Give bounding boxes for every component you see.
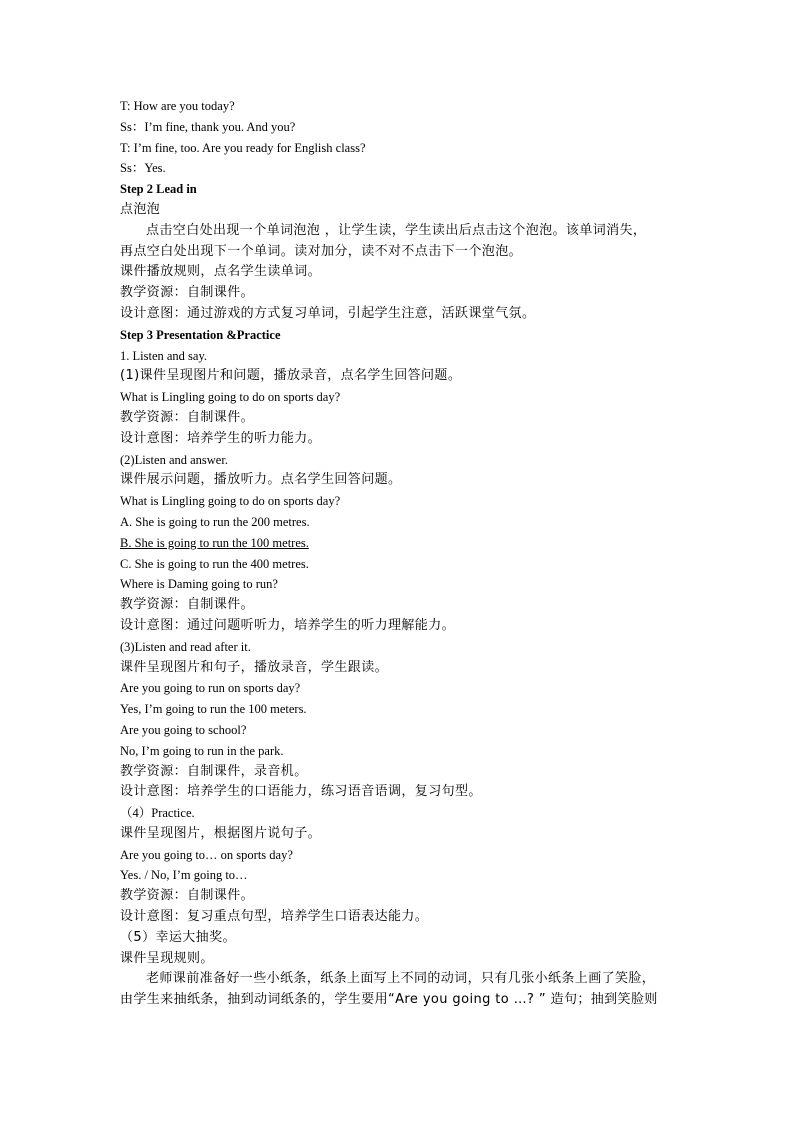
dialogue-students-reply: Ss：I’m fine, thank you. And you? [120,119,296,134]
instruction-text: 课件展示问题，播放听力。点名学生回答问题。 [120,472,402,488]
question-text: What is Lingling going to do on sports day? [120,390,341,405]
document-page [120,96,700,1011]
dialogue-teacher-greeting: T: How are you today? [120,99,235,113]
sub-step-5: （5）幸运大抽奖。 [120,929,236,945]
design-intent-text: 设计意图：培养学生的口语能力，练习语音语调，复习句型。 [120,784,482,800]
sub-step-1: (1)课件呈现图片和问题，播放录音，点名学生回答问题。 [120,368,462,384]
option-c: C. She is going to run the 400 metres. [120,556,309,571]
sentence-text: Are you going to run on sports day? [120,681,301,696]
sentence-text: Yes, I’m going to run the 100 meters. [120,702,307,717]
sub-step-2: (2)Listen and answer. [120,452,228,467]
design-intent-text: 设计意图：培养学生的听力能力。 [120,430,322,446]
sentence-text: Are you going to school? [120,722,247,737]
step-2-heading: Step 2 Lead in [120,182,197,197]
sub-step-3: (3)Listen and read after it. [120,639,251,654]
instruction-text: 课件呈现图片和句子，播放录音，学生跟读。 [120,659,389,675]
activity-title: 点泡泡 [120,201,161,217]
question-text: Where is Daming going to run? [120,577,278,592]
design-intent-text: 设计意图：通过问题听听力，培养学生的听力理解能力。 [120,617,456,633]
rule-text: 课件呈现规则。 [120,950,214,966]
instruction-text: 课件呈现图片，根据图片说句子。 [120,825,322,841]
resource-text: 教学资源：自制课件。 [120,285,255,301]
lottery-description-2: 由学生来抽纸条，抽到动词纸条的，学生要用“Are you going to …? ” 造句；抽到笑脸则 [120,992,658,1008]
sentence-pattern: Yes. / No, I’m going to… [120,868,248,883]
option-b-correct: B. She is going to run the 100 metres. [120,535,309,550]
resource-text: 教学资源：自制课件，录音机。 [120,763,308,779]
sentence-pattern: Are you going to… on sports day? [120,847,293,862]
resource-text: 教学资源：自制课件。 [120,409,255,425]
step-3-heading: Step 3 Presentation &Practice [120,327,281,342]
resource-text: 教学资源：自制课件。 [120,597,255,613]
rule-text: 课件播放规则，点名学生读单词。 [120,264,322,280]
design-intent-text: 设计意图：通过游戏的方式复习单词，引起学生注意，活跃课堂气氛。 [120,305,536,321]
dialogue-students-yes: Ss：Yes. [120,161,166,176]
activity-description-1: 点击空白处出现一个单词泡泡 ，让学生读，学生读出后点击这个泡泡。该单词消失， [146,222,647,238]
option-a: A. She is going to run the 200 metres. [120,514,310,529]
design-intent-text: 设计意图：复习重点句型，培养学生口语表达能力。 [120,909,429,925]
section-listen-say: 1. Listen and say. [120,348,208,363]
activity-description-2: 再点空白处出现下一个单词。读对加分，读不对不点击下一个泡泡。 [120,243,523,259]
resource-text: 教学资源：自制课件。 [120,888,255,904]
sub-step-4: （4）Practice. [120,806,195,821]
dialogue-teacher-ready: T: I’m fine, too. Are you ready for English class? [120,140,366,155]
lottery-description-1: 老师课前准备好一些小纸条，纸条上面写上不同的动词，只有几张小纸条上画了笑脸， [146,971,656,987]
question-text: What is Lingling going to do on sports day? [120,494,341,509]
sentence-text: No, I’m going to run in the park. [120,743,284,758]
